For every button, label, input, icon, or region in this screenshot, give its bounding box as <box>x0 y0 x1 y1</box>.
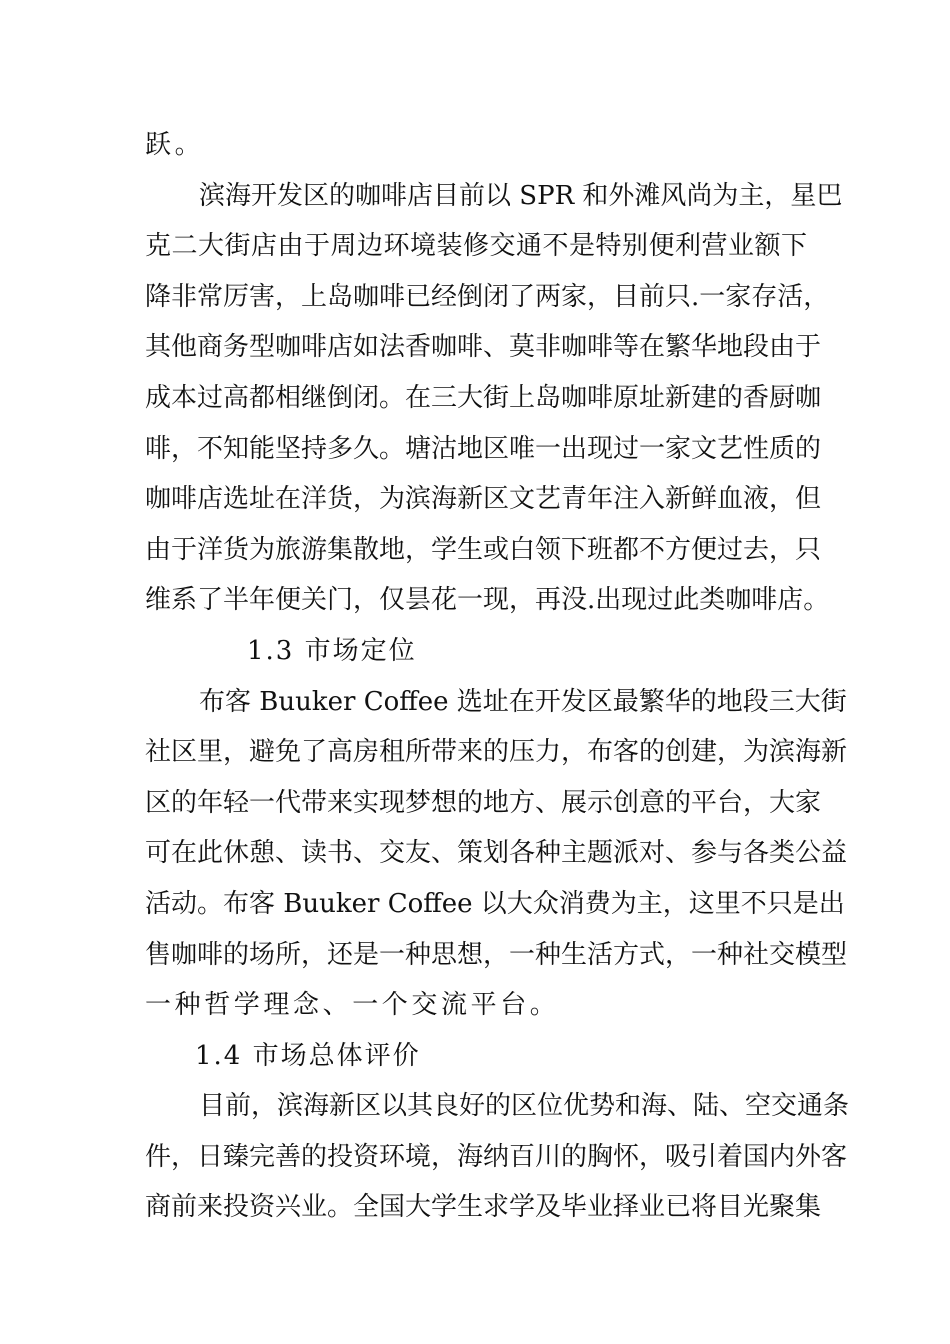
paragraph-competitors <box>145 171 843 626</box>
paragraph-evaluation <box>145 1081 850 1233</box>
text-line: 一种哲学理念、一个交流平台。 <box>145 990 560 1021</box>
text-line: 跃。 <box>145 130 205 160</box>
text-line: 社区里，避免了高房租所带来的压力，布客的创建，为滨海新 <box>145 737 848 768</box>
text-line: 滨海开发区的咖啡店目前以 SPR 和外滩风尚为主，星巴 <box>199 180 843 211</box>
text-line: 可在此休憩、读书、交友、策划各种主题派对、参与各类公益 <box>145 838 848 869</box>
text-line: 克二大街店由于周边环境装修交通不是特别便利营业额下 <box>145 231 807 262</box>
text-line: 啡，不知能坚持多久。塘沽地区唯一出现过一家文艺性质的 <box>145 433 822 464</box>
text-line: 活动。布客 Buuker Coffee 以大众消费为主，这里不只是出 <box>145 888 845 919</box>
paragraph-continuation <box>145 120 807 171</box>
text-line: 其他商务型咖啡店如法香咖啡、莫非咖啡等在繁华地段由于 <box>145 332 822 363</box>
section-heading-market-evaluation: 1.4 市场总体评价 <box>195 1040 421 1071</box>
text-line: 咖啡店选址在洋货，为滨海新区文艺青年注入新鲜血液，但 <box>145 484 822 515</box>
section-heading-market-positioning: 1.3 市场定位 <box>247 635 417 666</box>
text-line: 售咖啡的场所，还是一种思想，一种生活方式，一种社交模型 <box>145 939 848 970</box>
text-line: 降非常厉害，上岛咖啡已经倒闭了两家，目前只.一家存活， <box>145 281 830 312</box>
text-line: 布客 Buuker Coffee 选址在开发区最繁华的地段三大街 <box>199 686 847 717</box>
text-line: 区的年轻一代带来实现梦想的地方、展示创意的平台，大家 <box>145 787 822 818</box>
text-line: 由于洋货为旅游集散地，学生或白领下班都不方便过去，只 <box>145 534 822 565</box>
document-page <box>145 120 850 1233</box>
text-line: 件，日臻完善的投资环境，海纳百川的胸怀，吸引着国内外客 <box>145 1141 848 1172</box>
text-line: 成本过高都相继倒闭。在三大街上岛咖啡原址新建的香厨咖 <box>145 382 822 413</box>
text-line: 维系了半年便关门，仅昙花一现，再没.出现过此类咖啡店。 <box>145 585 830 616</box>
paragraph-positioning <box>145 677 848 1031</box>
text-line: 目前，滨海新区以其良好的区位优势和海、陆、空交通条 <box>199 1091 850 1122</box>
text-line: 商前来投资兴业。全国大学生求学及毕业择业已将目光聚集 <box>145 1192 822 1223</box>
